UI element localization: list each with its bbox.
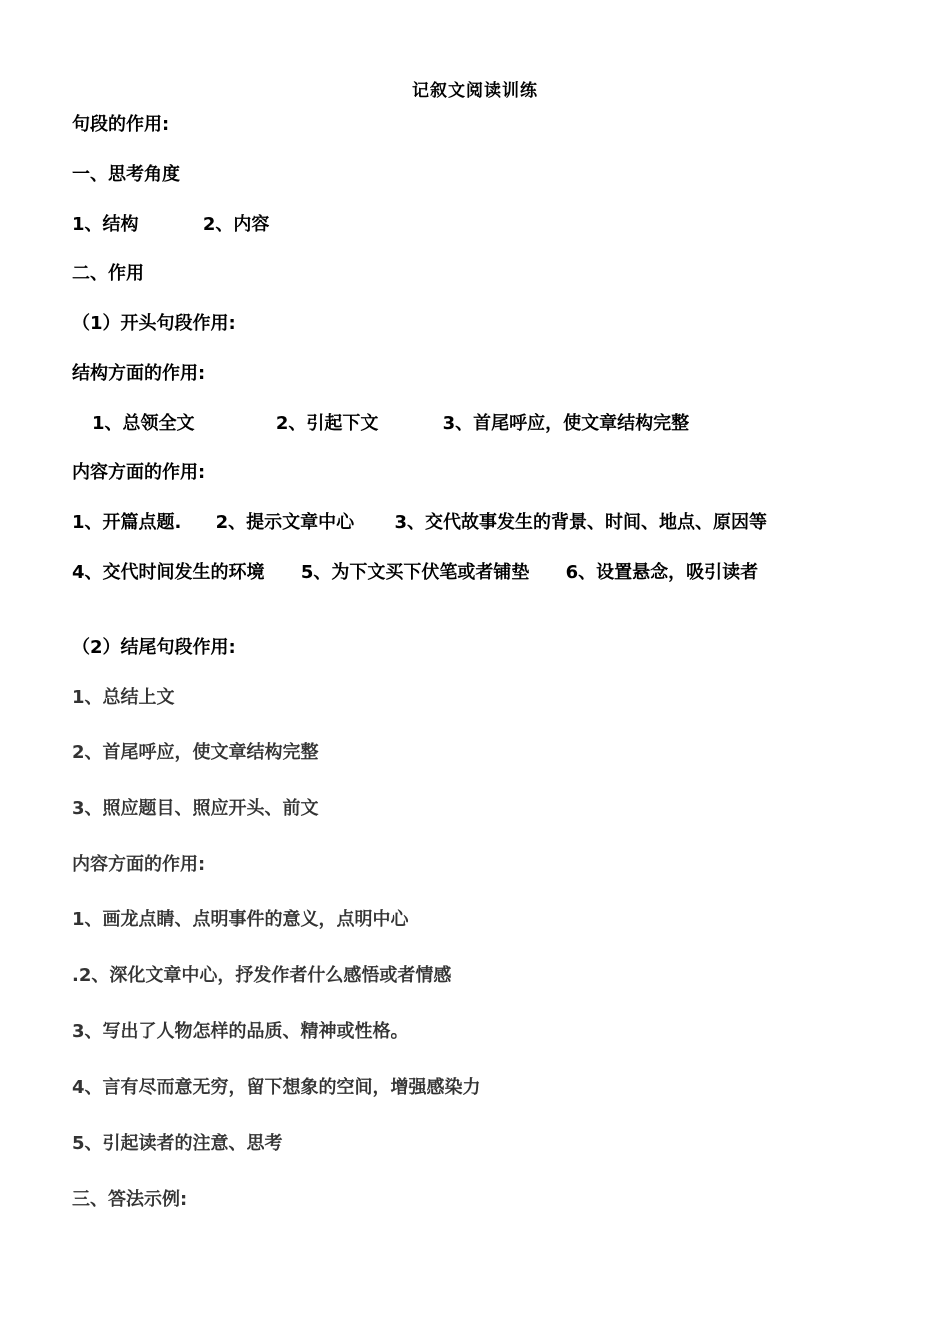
ending-content-item: .2、深化文章中心，抒发作者什么感悟或者情感: [72, 965, 452, 986]
opening-content-title: 内容方面的作用:: [72, 462, 206, 483]
ending-content-item: 5、引起读者的注意、思考: [72, 1133, 283, 1154]
document-title: 记叙文阅读训练: [412, 81, 538, 101]
opening-content-item: 3、交代故事发生的背景、时间、地点、原因等: [394, 512, 767, 533]
opening-content-item: 2、提示文章中心: [215, 512, 355, 533]
section1-item: 1、结构: [72, 214, 139, 235]
opening-content-item: 5、为下文买下伏笔或者铺垫: [300, 562, 530, 583]
section1-title: 一、思考角度: [72, 164, 180, 185]
ending-structure-item: 1、总结上文: [72, 687, 175, 708]
opening-content-row1: [72, 511, 767, 535]
opening-content-row2: [72, 561, 758, 585]
ending-content-item: 1、画龙点睛、点明事件的意义，点明中心: [72, 909, 409, 930]
section3-title: 三、答法示例:: [72, 1189, 188, 1210]
section1-items: [72, 213, 269, 237]
ending-content-item: 3、写出了人物怎样的品质、精神或性格。: [72, 1021, 409, 1042]
opening-content-item: 4、交代时间发生的环境: [72, 562, 265, 583]
opening-structure-items: [92, 412, 689, 436]
ending-structure-item: 3、照应题目、照应开头、前文: [72, 798, 319, 819]
opening-structure-item: 1、总领全文: [92, 413, 195, 434]
section1-item: 2、内容: [202, 214, 270, 235]
opening-content-item: 6、设置悬念，吸引读者: [565, 562, 759, 583]
ending-title: （2）结尾句段作用:: [72, 637, 236, 658]
ending-content-item: 4、言有尽而意无穷，留下想象的空间，增强感染力: [72, 1077, 481, 1098]
ending-content-title: 内容方面的作用:: [72, 854, 206, 875]
opening-structure-item: 2、引起下文: [275, 413, 379, 434]
opening-structure-item: 3、首尾呼应，使文章结构完整: [442, 413, 690, 434]
opening-structure-title: 结构方面的作用:: [72, 363, 206, 384]
opening-content-item: 1、开篇点题.: [72, 512, 182, 533]
heading: 句段的作用:: [72, 114, 170, 135]
ending-structure-item: 2、首尾呼应，使文章结构完整: [72, 742, 319, 763]
section2-title: 二、作用: [72, 263, 144, 284]
opening-title: （1）开头句段作用:: [72, 313, 236, 334]
